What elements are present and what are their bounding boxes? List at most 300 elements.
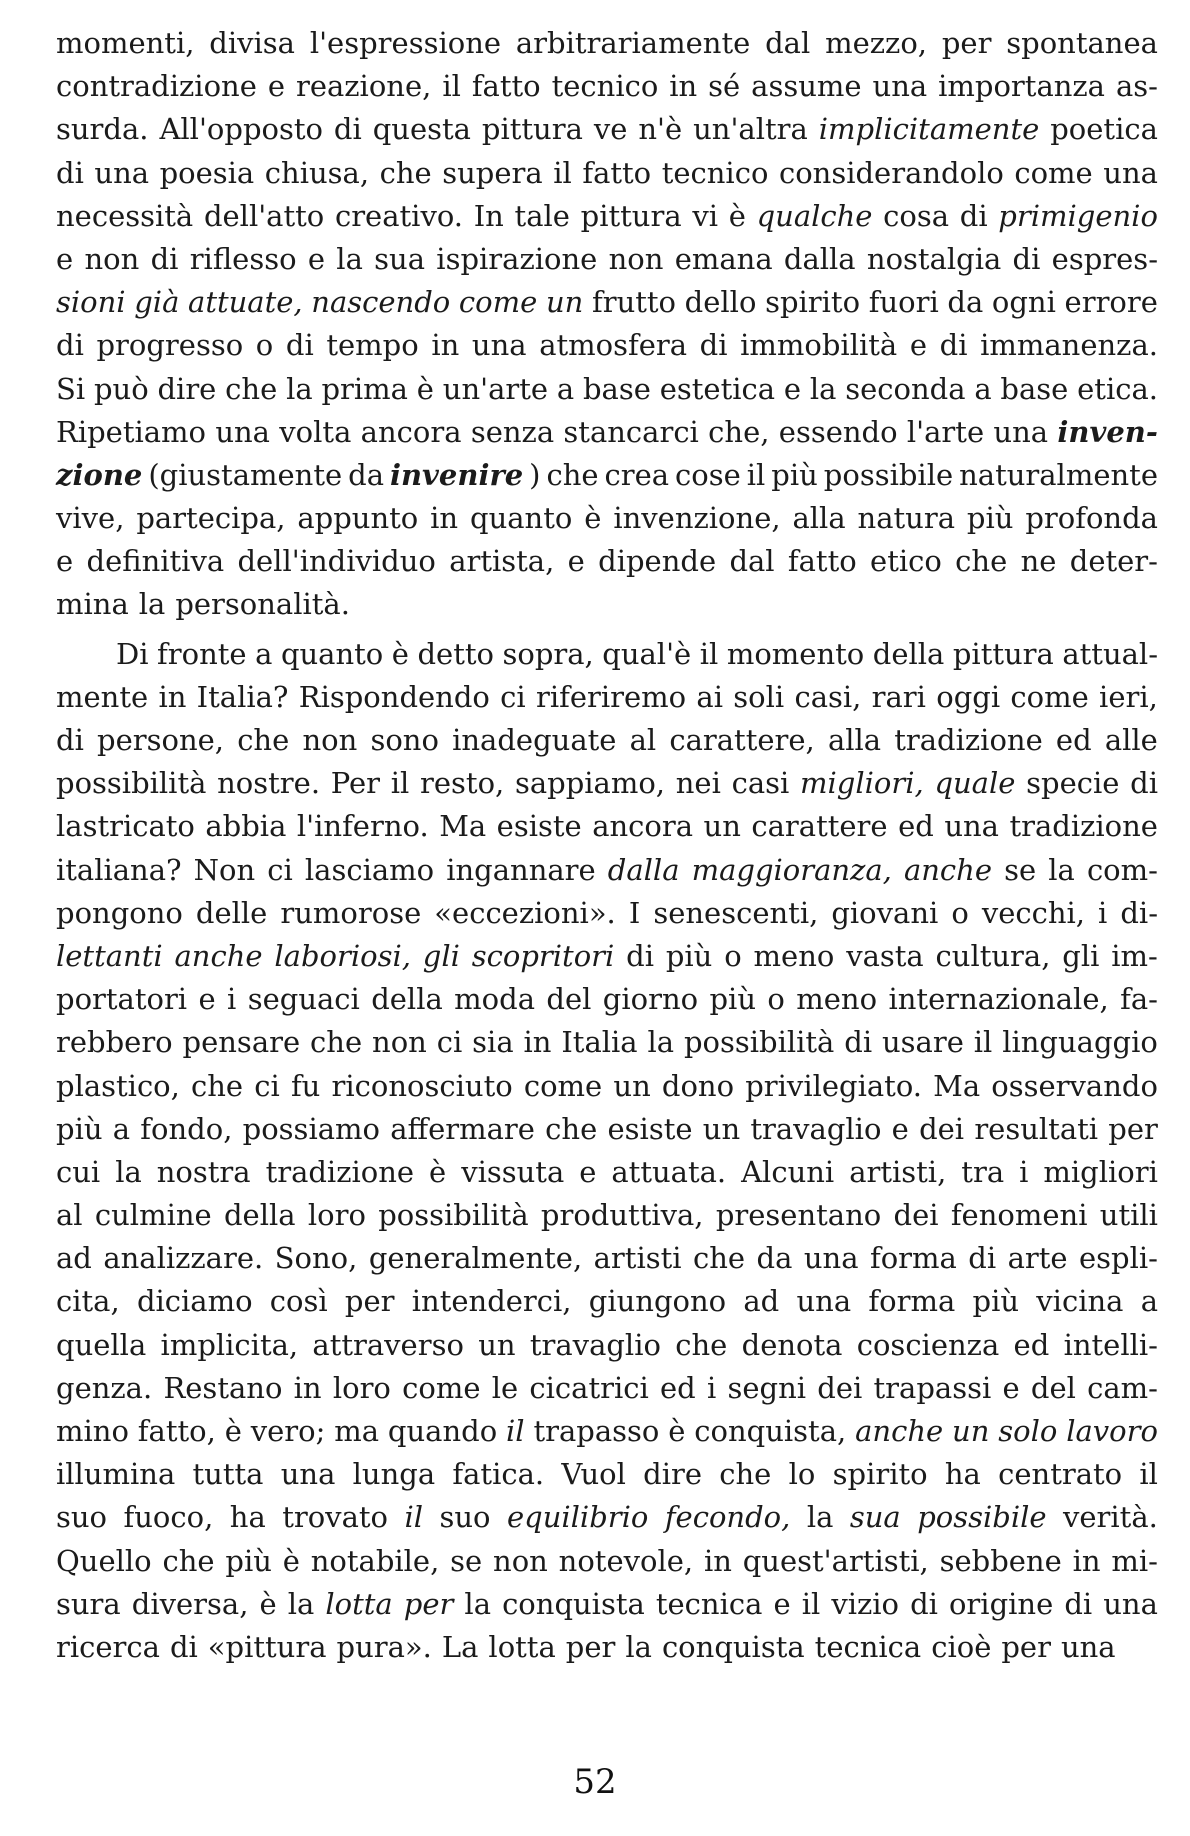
- word: o: [724, 938, 742, 973]
- word: che: [225, 371, 278, 406]
- word: può: [93, 371, 149, 406]
- word: più: [225, 1543, 272, 1578]
- word: le: [491, 1370, 519, 1405]
- word: arbitrariamente: [515, 26, 751, 60]
- text-line: [56, 849, 1158, 892]
- word: lunga: [352, 1457, 436, 1492]
- word: il: [553, 155, 572, 190]
- word: per: [344, 1284, 395, 1319]
- word: loro: [332, 1370, 391, 1405]
- word: progresso: [96, 328, 244, 363]
- word: a: [112, 1111, 131, 1146]
- word: ed: [898, 809, 934, 844]
- word: mente: [56, 679, 149, 714]
- word: lo: [788, 1457, 816, 1492]
- word: riflesso: [189, 241, 297, 276]
- word: resultati: [974, 1111, 1099, 1146]
- text-line: [56, 324, 1158, 367]
- word: anche: [174, 938, 263, 973]
- word: i: [1098, 895, 1108, 930]
- text-line: [56, 152, 1158, 195]
- word: ha: [229, 1500, 266, 1535]
- word: un'altra: [693, 112, 808, 147]
- word: ci: [267, 852, 293, 887]
- word: è: [584, 501, 602, 536]
- word: dello: [684, 285, 757, 320]
- word: ne: [1020, 544, 1057, 579]
- word: questa: [372, 112, 471, 147]
- word: e: [56, 241, 74, 276]
- word: sé: [708, 69, 741, 104]
- word: migliori,: [800, 766, 924, 801]
- word: quella: [56, 1327, 147, 1362]
- word: da: [947, 285, 984, 320]
- word: verità.: [1063, 1500, 1158, 1535]
- word: il: [390, 766, 410, 801]
- word: e: [891, 1111, 909, 1146]
- word: generalmente,: [368, 1241, 583, 1276]
- word: nascendo: [311, 285, 451, 320]
- word: specie: [1026, 766, 1120, 801]
- word: artisti,: [849, 1154, 947, 1189]
- word: di: [626, 938, 654, 973]
- word: vicina: [1036, 1284, 1124, 1319]
- word: la: [809, 371, 837, 406]
- word: una: [796, 1284, 852, 1319]
- word: il: [746, 457, 766, 492]
- word: o: [767, 982, 785, 1017]
- text-line: [56, 935, 1158, 978]
- word: ricerca: [56, 1629, 160, 1664]
- text-line: [56, 540, 1158, 583]
- word: la: [1048, 852, 1075, 887]
- word: una: [993, 414, 1049, 449]
- word: in: [293, 1370, 322, 1405]
- word: e: [198, 982, 216, 1017]
- word: giorno: [602, 982, 699, 1017]
- word: suo: [439, 1500, 491, 1535]
- word: e: [267, 69, 286, 104]
- word: immobilità: [740, 328, 898, 363]
- word: un: [478, 1327, 516, 1362]
- word: chiusa,: [264, 155, 370, 190]
- word: di: [844, 1025, 873, 1060]
- word: vasta: [846, 938, 924, 973]
- word: e: [773, 1586, 791, 1621]
- word: è: [391, 636, 409, 671]
- text-line: [56, 1496, 1158, 1539]
- word: ma: [334, 1414, 380, 1448]
- word: importanza: [938, 69, 1105, 104]
- word: in: [158, 679, 187, 714]
- word: fuori: [868, 285, 939, 320]
- word: travaglio: [529, 1327, 661, 1362]
- word: invenzione,: [613, 501, 781, 536]
- word: conquista,: [694, 1414, 847, 1448]
- text-line: [56, 497, 1158, 540]
- word: momenti,: [56, 26, 195, 60]
- word: fatto,: [137, 1414, 216, 1448]
- word: lotta: [488, 1629, 556, 1664]
- word: il: [506, 1414, 525, 1448]
- word: attraverso: [312, 1327, 464, 1362]
- text-line: [56, 1410, 1158, 1453]
- text-line: [56, 1453, 1158, 1496]
- word: sia: [472, 1025, 514, 1060]
- word: della: [872, 636, 945, 671]
- word: sua: [849, 1500, 901, 1535]
- word: come: [523, 1068, 603, 1103]
- word: ogni: [991, 285, 1056, 320]
- word: l'arte: [906, 414, 985, 449]
- word: già: [134, 285, 180, 320]
- word: che: [693, 1241, 746, 1276]
- word: fuoco,: [123, 1500, 214, 1535]
- word: vive,: [56, 501, 125, 536]
- word: artista,: [449, 544, 555, 579]
- word: quanto: [470, 501, 573, 536]
- word: culmine: [94, 1198, 212, 1233]
- word: tecnico: [661, 155, 769, 190]
- word: nostalgia: [866, 241, 1002, 276]
- word: così: [269, 1284, 328, 1319]
- word: come: [1014, 155, 1093, 190]
- word: implicita,: [160, 1327, 299, 1362]
- word: sura: [56, 1586, 121, 1621]
- word: loro: [307, 1198, 366, 1233]
- word: dell'atto: [203, 198, 325, 233]
- word: as-: [1115, 69, 1158, 104]
- word: conquista: [661, 1629, 805, 1664]
- word: tecnica: [814, 1629, 922, 1664]
- word: più: [972, 1284, 1020, 1319]
- word: prima: [321, 371, 408, 406]
- word: è: [728, 198, 746, 233]
- word: mi-: [1111, 1543, 1158, 1578]
- word: equilibrio: [506, 1500, 649, 1535]
- word: analizzare.: [103, 1241, 264, 1276]
- word: soli: [733, 679, 785, 714]
- word: tradizione: [1009, 809, 1158, 844]
- word: coscienza: [856, 1327, 1000, 1362]
- word: qual'è: [602, 636, 692, 671]
- word: come: [458, 285, 538, 320]
- word: cam-: [1087, 1370, 1158, 1405]
- word: espres-: [1051, 241, 1158, 276]
- word: una: [471, 328, 527, 363]
- word: vissuta: [461, 1154, 565, 1189]
- word: cosa: [883, 198, 950, 233]
- word: supera: [442, 155, 543, 190]
- word: forma: [868, 1284, 956, 1319]
- word: In: [473, 198, 504, 233]
- word: illumina: [56, 1457, 176, 1492]
- text-line: [56, 1583, 1158, 1626]
- word: alla: [827, 723, 882, 757]
- word: di: [939, 328, 968, 363]
- word: la: [806, 1500, 834, 1535]
- word: come: [1010, 679, 1089, 714]
- word: o: [951, 895, 969, 930]
- word: ha: [944, 1457, 981, 1492]
- word: dal: [729, 544, 775, 579]
- word: che: [675, 1327, 728, 1362]
- word: cicatrici: [529, 1370, 649, 1405]
- word: non: [608, 241, 664, 276]
- word: nei: [675, 766, 721, 801]
- paragraph: [56, 633, 1158, 1670]
- word: divisa: [209, 26, 295, 60]
- word: Italia?: [196, 679, 289, 714]
- word: ci: [254, 1068, 280, 1103]
- word: Vuol: [561, 1457, 626, 1492]
- word: solo: [998, 1414, 1058, 1448]
- word: per: [565, 1629, 616, 1664]
- word: ieri,: [1099, 679, 1158, 714]
- word: dalla: [607, 852, 680, 887]
- word: di: [150, 241, 179, 276]
- word: utili: [1099, 1198, 1158, 1233]
- text-line: [56, 1237, 1158, 1280]
- word: al: [629, 723, 657, 757]
- word: più: [966, 501, 1014, 536]
- word: tale: [514, 198, 570, 233]
- word: spirito: [765, 285, 861, 320]
- word: Rispondendo: [298, 679, 490, 714]
- text-line: [56, 65, 1158, 108]
- text-line: [56, 978, 1158, 1021]
- word: delle: [195, 895, 268, 930]
- word: ): [529, 457, 541, 492]
- word: segni: [727, 1370, 807, 1405]
- word: di: [1012, 241, 1041, 276]
- word: ancora: [360, 414, 462, 449]
- word: di: [1130, 766, 1158, 801]
- word: ingannare: [446, 852, 596, 887]
- word: dalla: [783, 241, 856, 276]
- text-line: [56, 1540, 1158, 1583]
- word: ci: [436, 1025, 463, 1060]
- text-line: [56, 676, 1158, 719]
- word: Alcuni: [741, 1154, 835, 1189]
- word: una: [1060, 1629, 1116, 1664]
- word: dire: [157, 371, 217, 406]
- word: tradizione: [265, 1154, 415, 1189]
- word: esiste: [607, 1111, 693, 1146]
- word: creativo.: [334, 198, 463, 233]
- word: fenomeni: [950, 1198, 1088, 1233]
- word: oggi: [936, 679, 1001, 714]
- word: alle: [1104, 723, 1158, 757]
- word: di-: [1120, 895, 1158, 930]
- word: nostre.: [217, 766, 321, 801]
- word: più: [709, 982, 757, 1017]
- text-line: [56, 454, 1158, 497]
- word: poetica: [1050, 112, 1158, 147]
- word: partecipa,: [136, 501, 286, 536]
- word: un: [703, 809, 741, 844]
- word: Sono,: [274, 1241, 358, 1276]
- word: dono: [661, 1068, 735, 1103]
- word: essendo: [778, 414, 898, 449]
- word: Di: [116, 636, 149, 671]
- word: scopritori: [471, 938, 615, 973]
- word: affermare: [390, 1111, 535, 1146]
- word: naturalmente: [959, 457, 1158, 492]
- word: il: [404, 1500, 423, 1535]
- word: di: [285, 328, 314, 363]
- word: persone,: [97, 723, 225, 757]
- text-line: [56, 1324, 1158, 1367]
- word: base: [582, 371, 651, 406]
- word: i: [227, 982, 237, 1017]
- word: al: [56, 1198, 83, 1233]
- word: internazionale,: [888, 982, 1109, 1017]
- word: cultura,: [935, 938, 1051, 973]
- word: è: [282, 1543, 300, 1578]
- word: n'è: [638, 112, 683, 147]
- word: la: [464, 1586, 491, 1621]
- word: attuate,: [188, 285, 303, 320]
- word: quando: [387, 1414, 498, 1448]
- text-line: [56, 1194, 1158, 1237]
- text-line: [56, 1065, 1158, 1108]
- word: possibile: [823, 457, 954, 492]
- word: All'opposto: [159, 112, 323, 147]
- word: non: [372, 1025, 427, 1060]
- word: rebbero: [56, 1025, 173, 1060]
- word: che: [191, 1068, 244, 1103]
- word: casi: [731, 766, 790, 801]
- word: mino: [56, 1414, 129, 1448]
- text-line: [56, 633, 1158, 676]
- word: l'espressione: [309, 26, 502, 60]
- word: una: [94, 155, 150, 190]
- word: im-: [1111, 938, 1158, 973]
- word: nostra: [156, 1154, 251, 1189]
- word: più: [56, 1111, 103, 1146]
- word: Quello: [56, 1543, 152, 1578]
- word: fondo,: [140, 1111, 233, 1146]
- word: La: [441, 1629, 479, 1664]
- word: l'inferno.: [296, 809, 429, 844]
- word: esiste: [496, 809, 582, 844]
- word: appunto: [297, 501, 419, 536]
- word: la: [647, 1025, 675, 1060]
- word: in: [669, 69, 698, 104]
- word: e: [567, 544, 585, 579]
- word: i: [1019, 1154, 1029, 1189]
- word: diversa,: [131, 1586, 249, 1621]
- word: Ma: [439, 809, 487, 844]
- text-line: [56, 195, 1158, 238]
- word: fecondo,: [664, 1500, 791, 1535]
- word: quanto: [280, 636, 384, 671]
- text-line: [56, 22, 1158, 65]
- word: è: [429, 1154, 447, 1189]
- word: i: [706, 1370, 717, 1405]
- word: cioè: [931, 1629, 992, 1664]
- word: dipende: [598, 544, 717, 579]
- word: e: [909, 328, 927, 363]
- word: per: [1108, 1111, 1158, 1146]
- word: del: [1030, 1370, 1076, 1405]
- word: che: [719, 1457, 772, 1492]
- word: fronte: [157, 636, 247, 671]
- word: mezzo,: [825, 26, 927, 60]
- word: possibilità: [56, 766, 207, 801]
- word: e: [783, 371, 802, 406]
- word: surda.: [56, 112, 149, 147]
- word: definitiva: [86, 544, 225, 579]
- word: di: [56, 723, 84, 757]
- word: rari: [871, 679, 926, 714]
- word: ad: [56, 1241, 92, 1276]
- word: vizio: [831, 1586, 899, 1621]
- word: di: [169, 1629, 198, 1664]
- word: anche: [903, 852, 993, 887]
- word: spirito: [832, 1457, 928, 1492]
- word: pittura: [952, 636, 1054, 671]
- word: presentano: [715, 1198, 882, 1233]
- word: produttiva,: [540, 1198, 704, 1233]
- word: deter-: [1069, 544, 1158, 579]
- word: tradizione: [894, 723, 1043, 757]
- word: pongono: [56, 895, 183, 930]
- word: possibile: [917, 1500, 1047, 1535]
- word: attual-: [1062, 636, 1158, 671]
- word: che: [545, 1111, 598, 1146]
- word: gli: [422, 938, 460, 973]
- word: per: [941, 26, 992, 60]
- word: dei: [817, 1370, 863, 1405]
- word: fatica.: [452, 1457, 545, 1492]
- word: detto: [417, 636, 494, 671]
- word: non: [84, 241, 140, 276]
- word: e: [56, 544, 74, 579]
- text-line: [56, 281, 1158, 324]
- word: carattere: [751, 809, 888, 844]
- word: intelli-: [1063, 1327, 1158, 1362]
- text-line: [56, 1626, 1158, 1669]
- word: lasciamo: [304, 852, 435, 887]
- word: per: [403, 1586, 454, 1621]
- word: che: [379, 155, 432, 190]
- word: una: [1103, 1586, 1158, 1621]
- word: senescenti,: [653, 895, 819, 930]
- word: in: [1072, 1543, 1101, 1578]
- word: espli-: [1079, 1241, 1158, 1276]
- word: rumorose: [280, 895, 422, 930]
- word: di: [333, 112, 362, 147]
- word: sua: [374, 241, 426, 276]
- text-line: [56, 762, 1158, 805]
- word: non: [302, 723, 358, 757]
- word: alla: [792, 501, 846, 536]
- word: necessità: [56, 198, 194, 233]
- word: gli: [1062, 938, 1100, 973]
- word: fatto: [471, 69, 541, 104]
- word: Ma: [933, 1068, 981, 1103]
- word: o: [255, 328, 274, 363]
- word: estetica: [659, 371, 776, 406]
- word: zione: [56, 457, 143, 492]
- word: base: [1000, 371, 1069, 406]
- word: riconosciuto: [331, 1068, 513, 1103]
- word: ai: [696, 679, 723, 714]
- word: cita,: [56, 1284, 120, 1319]
- word: una: [872, 69, 928, 104]
